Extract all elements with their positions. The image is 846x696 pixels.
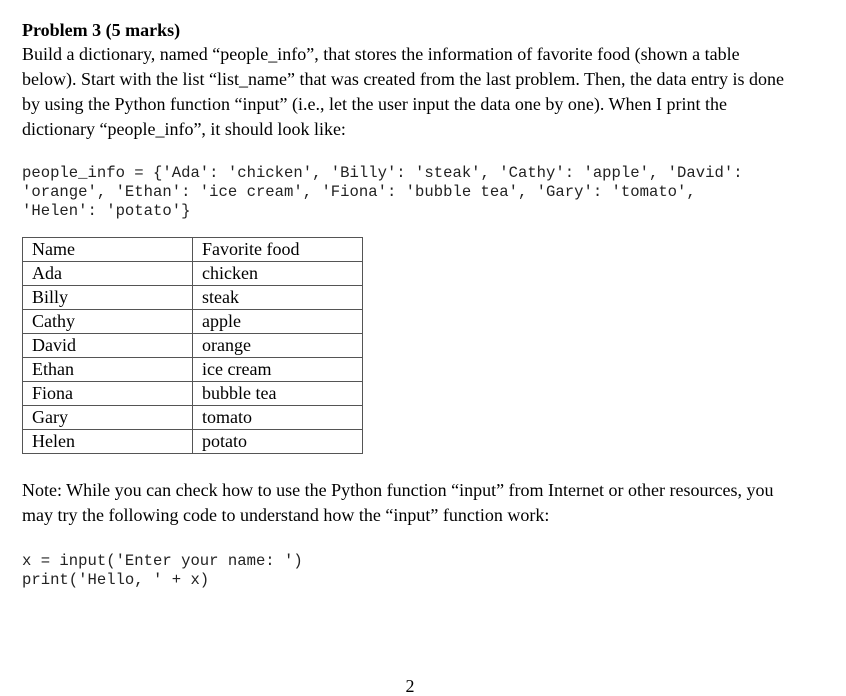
table-cell-food: apple	[193, 310, 363, 334]
table-cell-name: Gary	[23, 406, 193, 430]
code-line: x = input('Enter your name: ')	[22, 552, 303, 570]
code-line: 'orange', 'Ethan': 'ice cream', 'Fiona': 'bubble tea', 'Gary': 'tomato',	[22, 183, 696, 201]
table-cell-name: David	[23, 334, 193, 358]
table-row	[23, 310, 363, 334]
code-line: people_info = {'Ada': 'chicken', 'Billy': 'steak', 'Cathy': 'apple', 'David':	[22, 164, 743, 182]
table-row	[23, 286, 363, 310]
table-cell-name: Ada	[23, 262, 193, 286]
table-cell-name: Cathy	[23, 310, 193, 334]
table-header-row	[23, 238, 363, 262]
page-number-text: 2	[405, 676, 415, 696]
table-cell-food: potato	[193, 430, 363, 454]
input-example-code	[22, 552, 822, 590]
table-row	[23, 382, 363, 406]
table-header-food: Favorite food	[193, 238, 363, 262]
code-line: print('Hello, ' + x)	[22, 571, 210, 589]
page-number	[0, 676, 846, 696]
table-cell-food: tomato	[193, 406, 363, 430]
code-line: 'Helen': 'potato'}	[22, 202, 191, 220]
document-page	[22, 18, 822, 590]
table-cell-food: ice cream	[193, 358, 363, 382]
table-cell-food: steak	[193, 286, 363, 310]
table-cell-name: Helen	[23, 430, 193, 454]
table-row	[23, 262, 363, 286]
table-row	[23, 358, 363, 382]
table-header-name: Name	[23, 238, 193, 262]
table-row	[23, 334, 363, 358]
table-cell-name: Fiona	[23, 382, 193, 406]
problem-description: Build a dictionary, named “people_info”, that stores the information of favorite food (shown a table below). Start with the list “list_name” that was created from the last problem. Then, the data entry is done by using the Python function “input” (i.e., let the user input the data one by one). When I print the dictionary “people_info”, it should look like:	[22, 44, 784, 139]
table-cell-food: bubble tea	[193, 382, 363, 406]
problem-title: Problem 3 (5 marks)	[22, 20, 181, 40]
table-cell-food: chicken	[193, 262, 363, 286]
table-row	[23, 430, 363, 454]
table-cell-name: Billy	[23, 286, 193, 310]
note-paragraph: Note: While you can check how to use the Python function “input” from Internet or other resources, you may try the following code to understand how the “input” function work:	[22, 480, 774, 525]
table-row	[23, 406, 363, 430]
dictionary-output-code	[22, 164, 822, 221]
table-cell-food: orange	[193, 334, 363, 358]
table-cell-name: Ethan	[23, 358, 193, 382]
favorite-food-table	[22, 237, 363, 454]
